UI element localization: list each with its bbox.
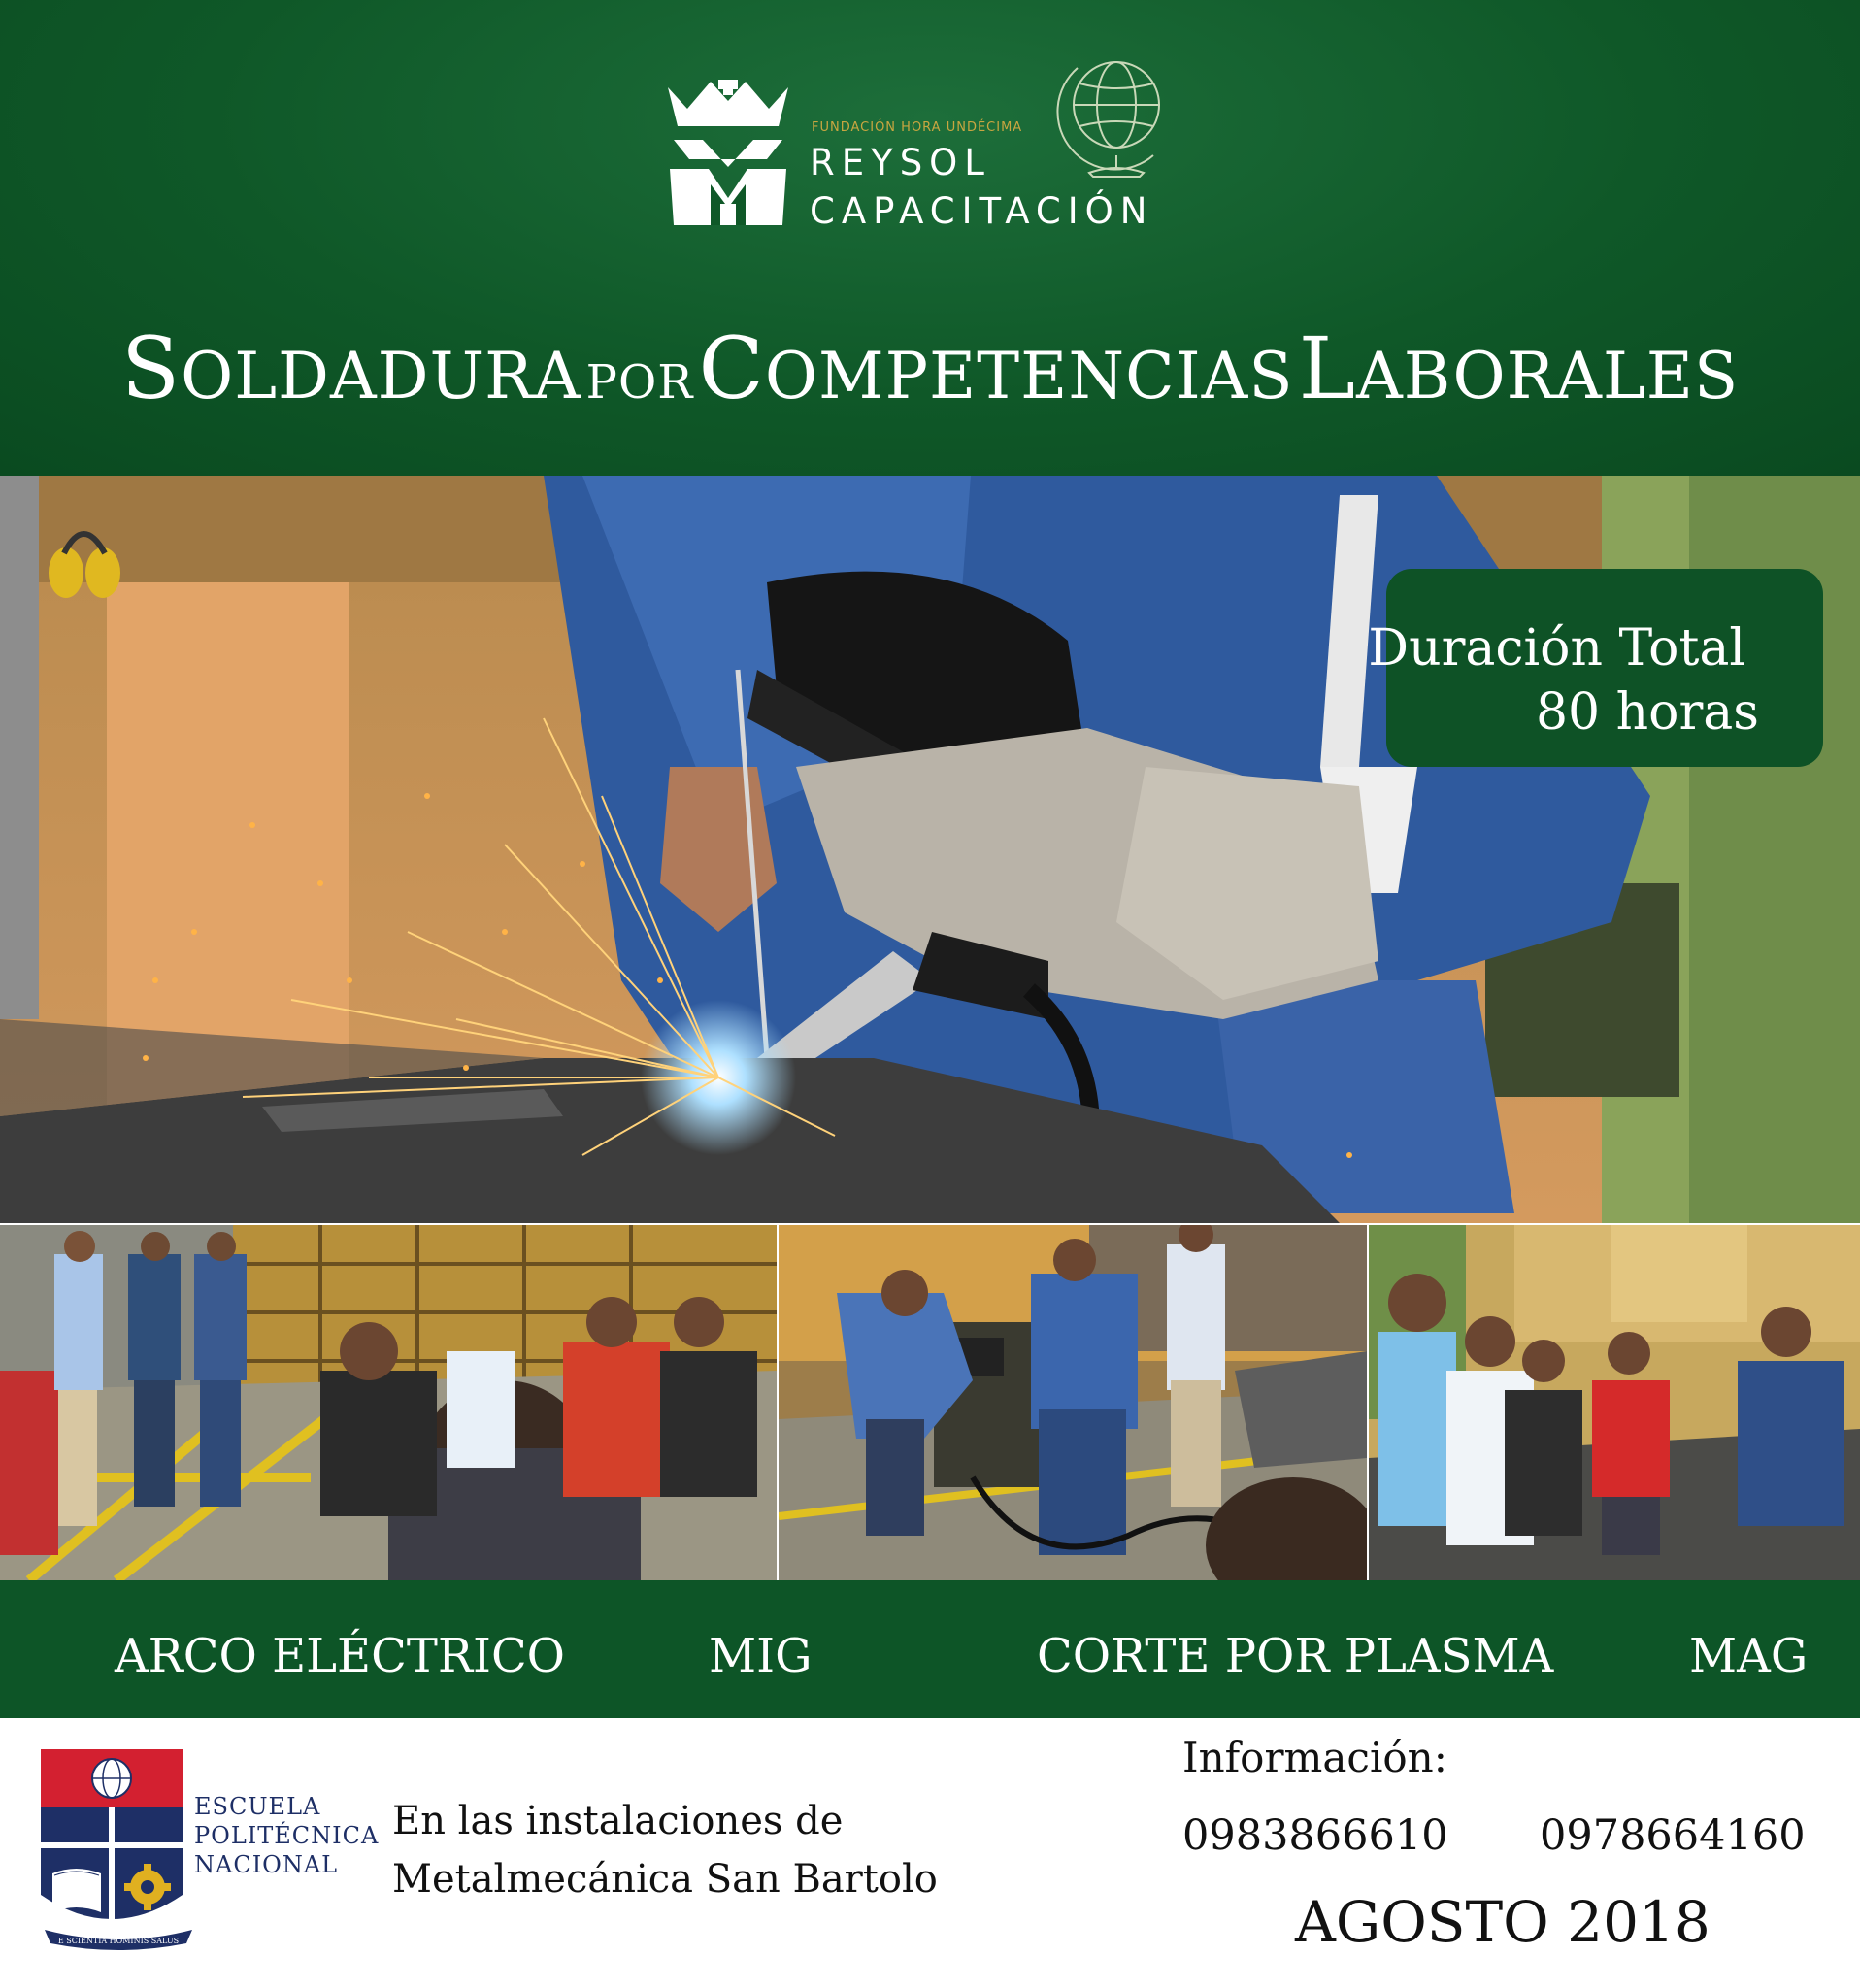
title-word-rest: OMPETENCIAS	[764, 339, 1294, 414]
group-photo	[1369, 1225, 1860, 1580]
process-arco-electrico: ARCO ELÉCTRICO	[115, 1629, 566, 1683]
info-label: Información:	[1182, 1734, 1447, 1781]
duration-label: Duración Total	[1368, 619, 1745, 678]
classroom-photo	[0, 1225, 777, 1580]
practice-photo	[779, 1225, 1367, 1580]
course-date: AGOSTO 2018	[1295, 1889, 1711, 1955]
school-name-line: NACIONAL	[194, 1851, 339, 1878]
epn-seal-logo	[41, 1749, 196, 1953]
process-corte-por-plasma: CORTE POR PLASMA	[1037, 1629, 1554, 1683]
title-word-initial: L	[1298, 318, 1357, 418]
duration-badge	[1368, 569, 1823, 767]
seal-motto: E SCIENTIA HOMINIS SALUS	[57, 1937, 180, 1945]
group-scene-illustration	[1369, 1225, 1860, 1580]
header-banner	[0, 0, 1860, 476]
duration-hours: 80 horas	[1535, 683, 1759, 742]
welding-processes-band	[0, 1580, 1860, 1718]
foundation-label: FUNDACIÓN HORA UNDÉCIMA	[812, 120, 1023, 135]
title-word-rest: OLDADURA	[181, 339, 581, 414]
classroom-scene-illustration	[0, 1225, 777, 1580]
process-mig: MIG	[709, 1629, 813, 1683]
title-connector: POR	[585, 355, 694, 410]
brand-name: REYSOL	[810, 142, 991, 183]
school-name-line: POLITÉCNICA	[194, 1822, 380, 1849]
venue-text	[392, 1792, 938, 1908]
phone-number-1[interactable]: 0983866610	[1182, 1811, 1448, 1860]
school-name	[194, 1792, 379, 1879]
school-name-line: ESCUELA	[194, 1793, 321, 1820]
venue-line: En las instalaciones de	[392, 1799, 844, 1843]
brand-subtitle: CAPACITACIÓN	[810, 190, 1154, 232]
course-title	[0, 318, 1860, 418]
phone-number-2[interactable]: 0978664160	[1540, 1811, 1806, 1860]
title-word-initial: C	[698, 318, 765, 418]
venue-line: Metalmecánica San Bartolo	[392, 1857, 938, 1902]
welding-photo	[0, 476, 1860, 1223]
title-word-initial: S	[120, 318, 182, 418]
practice-scene-illustration	[779, 1225, 1367, 1580]
process-mag: MAG	[1689, 1629, 1809, 1683]
title-word-rest: ABORALES	[1356, 339, 1740, 414]
globe-icon	[1056, 49, 1177, 179]
reysol-crown-logo	[660, 80, 796, 235]
